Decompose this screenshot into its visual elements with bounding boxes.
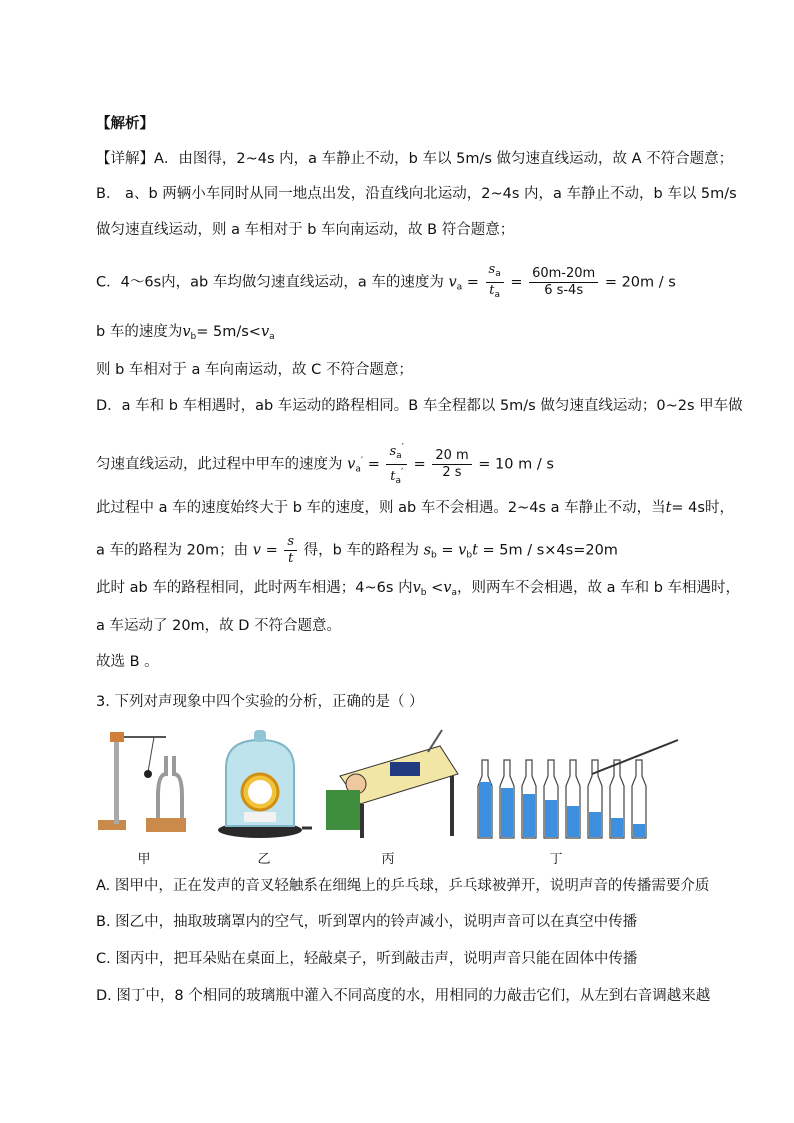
vb-sub-3: b [420,588,427,598]
caption-bing: 丙 [381,852,395,867]
option-d-line-1: D．a 车和 b 车相遇时，ab 车运动的路程相同。B 车全程都以 5m/s 做匀速直线运动；0~2s 甲车做 [96,398,743,414]
fraction-20-2 [432,448,471,481]
option-d-line-6: a 车运动了 20m，故 D 不符合题意。 [96,618,342,634]
sb-sub: b [431,550,437,561]
answer-line: 故选 B 。 [96,654,159,670]
vb-symbol: v [182,324,191,340]
denominator-2s: 2 s [442,465,462,480]
fraction-values [529,266,598,299]
option-d-line-3 [96,498,734,518]
numerator-20m: 20 m [432,448,471,465]
option-b-line-1: B． a、b 两辆小车同时从同一地点出发，沿直线向北运动，2~4s 内，a 车静止不动，b 车以 5m/s [96,186,737,202]
choice-b: B. 图乙中，抽取玻璃罩内的空气，听到罩内的铃声减小，说明声音可以在真空中传播 [96,914,638,930]
ear-on-table-figure [320,726,460,844]
va-sub-2: a [269,332,275,342]
caption-yi: 乙 [257,852,271,867]
bell-jar-figure [214,726,314,844]
vb-sub: b [190,332,197,342]
choice-a: A. 图甲中，正在发声的音叉轻触系在细绳上的乒乓球，乒乓球被弹开，说明声音的传播需要介质 [96,878,710,894]
ta-symbol: t [489,283,495,298]
fraction-sa-ta-prime: $\frac{s_a'}{t_a'}$ [386,440,406,489]
va-sub-3: a [451,588,457,598]
ta-sub: a [494,290,500,300]
s-symbol: s [284,534,297,551]
option-c-end: 则 b 车相对于 a 车向南运动，故 C 不符合题意； [96,362,413,378]
sa-prime: s [389,444,397,459]
sa-prime-sub: a [396,451,402,461]
va-symbol: v [448,274,457,291]
glass-bottles-figure [472,726,702,844]
t-symbol: t [665,500,672,516]
option-d-text-3: 此过程中 a 车的速度始终大于 b 车的速度，则 ab 车不会相遇。2~4s a 车静止不动，当 [96,500,666,516]
option-d-text-5: 此时 ab 车的路程相同，此时两车相遇；4~6s 内 [96,580,413,596]
equals-5: = [265,542,278,559]
option-d-text-4b: 得，b 车的路程为 [303,542,419,559]
choice-d: D. 图丁中，8 个相同的玻璃瓶中灌入不同高度的水，用相同的力敲击它们，从左到右音调越来越 [96,988,711,1004]
fraction-s-t [284,534,297,567]
t-symbol-3: t [472,542,478,559]
option-d-line-5: 此时 ab 车的路程相同，此时两车相遇；4~6s 内$v_b <v_a$，则两车不会相遇，故 a 车和 b 车相遇时， [96,580,741,598]
vb-sub-2: b [466,550,473,561]
sb-symbol: s [423,542,432,559]
sb-result: = 5m / s×4s=20m [482,542,618,559]
equals-4: = [413,456,426,473]
equals-6: = [441,542,454,559]
v-symbol: v [252,542,261,559]
analysis-header: 【解析】 [96,116,154,132]
question-3: 3. 下列对声现象中四个实验的分析，正确的是（ ） [96,694,424,710]
fraction-sa-ta [486,262,504,303]
option-d-formula-line: 匀速直线运动，此过程中甲车的速度为 $v_a'$ = $\frac{s_a'}{t_a'}$ = $\frac{20 m}{2 s}$ = 10 m / s [96,440,554,489]
equals-2: = [510,274,523,291]
denominator: 6 s-4s [544,283,584,298]
t-value: = 4s时， [671,500,734,516]
option-c-formula-line [96,262,676,303]
tuning-fork-figure [96,726,206,844]
ta-prime-sub: a [395,476,401,486]
equals-3: = [367,456,380,473]
choice-c: C. 图丙中，把耳朵贴在桌面上，轻敲桌子，听到敲击声，说明声音只能在固体中传播 [96,951,638,967]
va-sub: a [456,282,463,293]
ta-prime: t [390,469,396,484]
vb-line [96,322,275,347]
experiment-figures [96,726,696,866]
va-symbol-3: v [443,580,452,596]
vb-text: b 车的速度为 [96,324,183,340]
va-prime-sub: a [355,464,361,475]
result: = 20m / s [604,274,676,291]
caption-ding: 丁 [549,852,563,867]
option-d-text-5b: ，则两车不会相遇，故 a 车和 b 车相遇时， [456,580,741,596]
detail-option-a: 【详解】A．由图得，2~4s 内，a 车静止不动，b 车以 5m/s 做匀速直线运动，故 A 不符合题意； [96,151,734,167]
t-symbol-2: t [288,551,294,566]
option-b-line-2: 做匀速直线运动，则 a 车相对于 b 车向南运动，故 B 符合题意； [96,222,515,238]
vb-symbol-3: v [412,580,421,596]
sa-symbol: s [488,262,496,277]
option-d-line-4 [96,534,618,567]
option-c-text: C．4～6s内，ab 车均做匀速直线运动，a 车的速度为 [96,274,444,291]
va-prime-symbol: v [347,456,356,473]
va-symbol-2: v [260,324,270,340]
option-d-text-4: a 车的路程为 20m；由 [96,542,249,559]
sa-sub: a [495,269,501,279]
result-10: = 10 m / s [478,456,554,473]
numerator: 60m-20m [529,266,598,283]
vb-symbol-2: v [458,542,467,559]
caption-jia: 甲 [137,852,151,867]
option-d-text: 匀速直线运动，此过程中甲车的速度为 [96,456,343,473]
equals: = [466,274,479,291]
vb-expr: = 5m/s< [196,324,261,340]
